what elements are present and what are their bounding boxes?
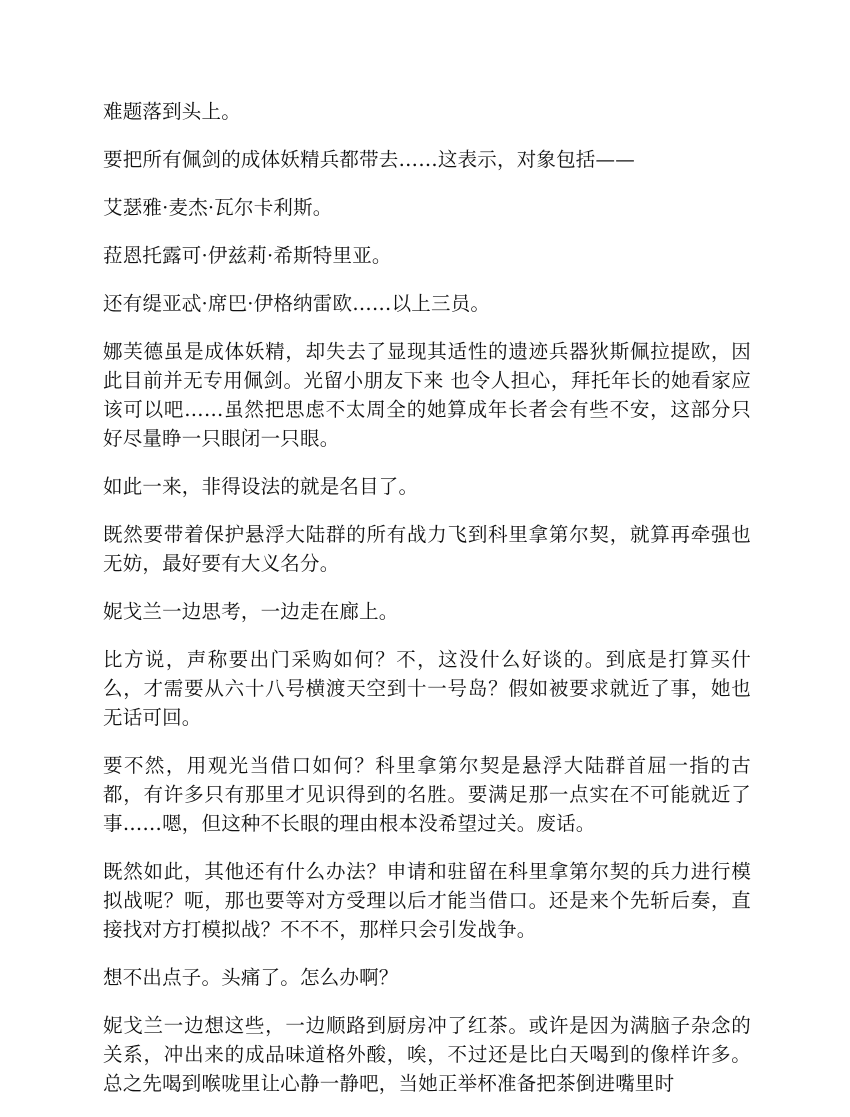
document-page bbox=[103, 97, 751, 1117]
paragraph: 既然如此，其他还有什么办法？申请和驻留在科里拿第尔契的兵力进行模拟战呢？呃，那也要等对方受理以后才能当借口。还是来个先斩后奏，直接找对方打模拟战？不不不，那样只会引发战争。 bbox=[103, 860, 751, 941]
paragraph: 还有缇亚忒·席巴·伊格纳雷欧……以上三员。 bbox=[103, 292, 491, 315]
paragraph: 娜芙德虽是成体妖精，却失去了显现其适性的遗迹兵器狄斯佩拉提欧，因此目前并无专用佩剑。光留小朋友下来 也令人担心，拜托年长的她看家应该可以吧……虽然把思虑不太周全的她算成年长者会有些不安，这部分只好尽量睁一只眼闭一只眼。 bbox=[103, 340, 751, 450]
paragraph: 既然要带着保护悬浮大陆群的所有战力飞到科里拿第尔契，就算再牵强也无妨，最好要有大义名分。 bbox=[103, 523, 751, 575]
paragraph: 艾瑟雅·麦杰·瓦尔卡利斯。 bbox=[103, 196, 333, 219]
paragraph: 难题落到头上。 bbox=[103, 100, 241, 123]
paragraph: 妮戈兰一边思考，一边走在廊上。 bbox=[103, 600, 399, 623]
paragraph: 想不出点子。头痛了。怎么办啊？ bbox=[103, 966, 399, 989]
paragraph: 菈恩托露可·伊兹莉·希斯特里亚。 bbox=[103, 244, 392, 267]
paragraph: 要把所有佩剑的成体妖精兵都带去……这表示，对象包括—— bbox=[103, 148, 635, 171]
paragraph: 比方说，声称要出门采购如何？不，这没什么好谈的。到底是打算买什么，才需要从六十八号横渡天空到十一号岛？假如被要求就近了事，她也无话可回。 bbox=[103, 648, 751, 729]
paragraph: 如此一来，非得设法的就是名目了。 bbox=[103, 475, 419, 498]
paragraph: 妮戈兰一边想这些，一边顺路到厨房冲了红茶。或许是因为满脑子杂念的关系，冲出来的成品味道格外酸，唉，不过还是比白天喝到的像样许多。总之先喝到喉咙里让心静一静吧，当她正举杯准备把茶倒进嘴里时 bbox=[103, 1014, 751, 1095]
paragraph: 要不然，用观光当借口如何？科里拿第尔契是悬浮大陆群首屈一指的古都，有许多只有那里才见识得到的名胜。要满足那一点实在不可能就近了事……嗯，但这种不长眼的理由根本没希望过关。废话。 bbox=[103, 754, 751, 835]
